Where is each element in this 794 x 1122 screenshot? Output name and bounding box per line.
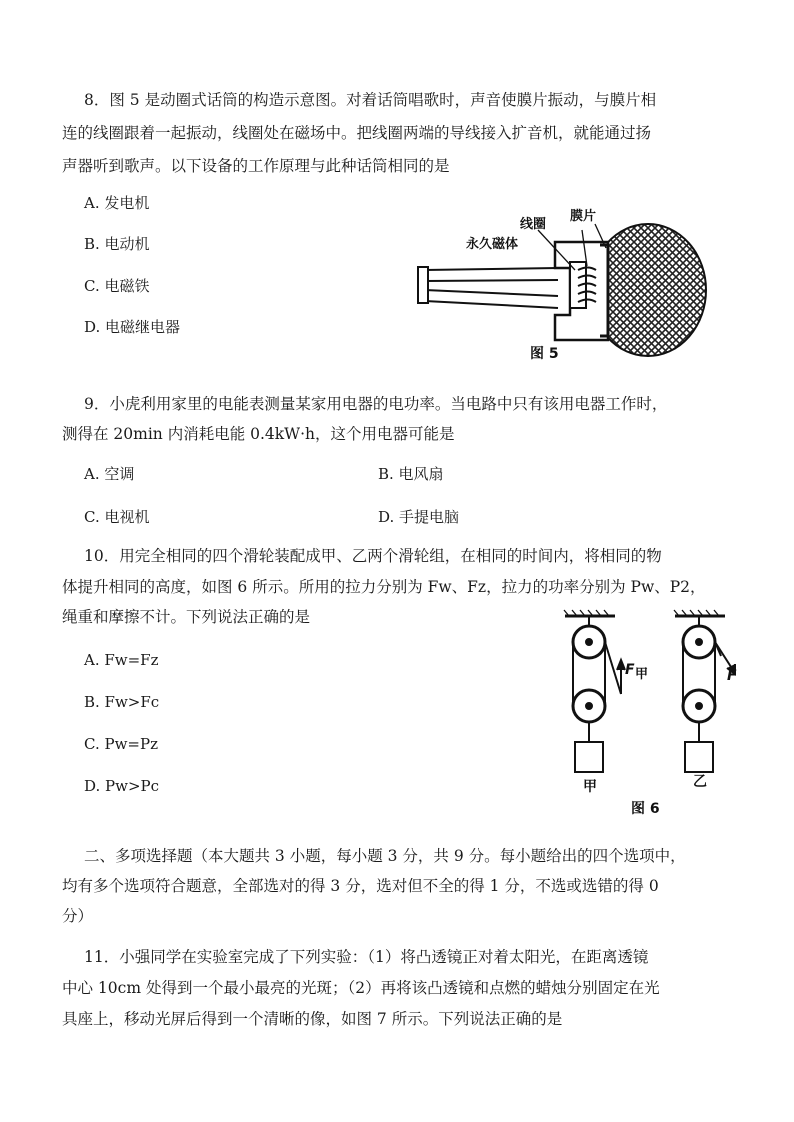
- q10-stem-line-3: 绳重和摩擦不计。下列说法正确的是: [62, 608, 311, 626]
- q10-option-c: C. Pw=Pz: [84, 735, 158, 753]
- force-right-label: F: [727, 668, 737, 684]
- q10-stem-line-1: 10．用完全相同的四个滑轮装配成甲、乙两个滑轮组，在相同的时间内，将相同的物: [84, 547, 662, 565]
- q8-option-a: A. 发电机: [84, 194, 150, 212]
- q11-stem-line-3: 具座上，移动光屏后得到一个清晰的像，如图 7 所示。下列说法正确的是: [62, 1010, 563, 1028]
- q9-stem-line-1: 9．小虎利用家里的电能表测量某家用电器的电功率。当电路中只有该用电器工作时，: [84, 395, 668, 413]
- q8-stem-line-1: 8．图 5 是动圈式话筒的构造示意图。对着话筒唱歌时，声音使膜片振动，与膜片相: [84, 91, 657, 109]
- figure-5-caption: 图 5: [530, 346, 559, 362]
- wire-leads: [418, 267, 558, 308]
- q8-stem-line-3: 声器听到歌声。以下设备的工作原理与此种话筒相同的是: [62, 157, 450, 175]
- q10-option-a: A. Fw=Fz: [84, 651, 159, 669]
- label-jia: 甲: [583, 779, 597, 795]
- left-load: [575, 742, 603, 772]
- right-load: [685, 742, 713, 772]
- q8-option-c: C. 电磁铁: [84, 277, 150, 295]
- force-left-subscript: 甲: [635, 667, 649, 682]
- q10-option-d: D. Pw>Pc: [84, 777, 160, 795]
- label-magnet: 永久磁体: [466, 237, 519, 252]
- force-left-label: F: [625, 662, 635, 678]
- q8-stem-line-2: 连的线圈跟着一起振动，线圈处在磁场中。把线圈两端的导线接入扩音机，就能通过扬: [62, 124, 652, 142]
- microphone-figure: [410, 200, 710, 365]
- label-diaphragm: 膜片: [570, 209, 597, 224]
- q10-option-b: B. Fw>Fc: [84, 693, 160, 711]
- q9-stem-line-2: 测得在 20min 内消耗电能 0.4kW·h，这个用电器可能是: [62, 425, 455, 443]
- q8-option-d: D. 电磁继电器: [84, 318, 181, 336]
- q11-stem-line-2: 中心 10cm 处得到一个最小最亮的光斑；（2）再将该凸透镜和点燃的蜡烛分别固定在光: [62, 979, 660, 997]
- q9-option-d: D. 手提电脑: [378, 508, 460, 526]
- label-yi: 乙: [693, 774, 707, 790]
- section2-line-1: 二、多项选择题（本大题共 3 小题，每小题 3 分，共 9 分。每小题给出的四个选项中，: [84, 847, 686, 865]
- section2-line-2: 均有多个选项符合题意，全部选对的得 3 分，选对但不全的得 1 分，不选或选错的得 0: [62, 877, 659, 895]
- q8-option-b: B. 电动机: [84, 235, 150, 253]
- pulley-figure: [555, 608, 755, 818]
- q10-stem-line-2: 体提升相同的高度，如图 6 所示。所用的拉力分别为 Fw、Fz，拉力的功率分别为 Pw、P2，: [62, 578, 706, 596]
- q11-stem-line-1: 11．小强同学在实验室完成了下列实验：（1）将凸透镜正对着太阳光，在距离透镜: [84, 948, 649, 966]
- section2-line-3: 分）: [62, 907, 94, 925]
- label-coil: 线圈: [520, 217, 547, 232]
- q9-option-a: A. 空调: [84, 465, 135, 483]
- q9-option-c: C. 电视机: [84, 508, 150, 526]
- figure-6-caption: 图 6: [631, 801, 660, 817]
- q9-option-b: B. 电风扇: [378, 465, 444, 483]
